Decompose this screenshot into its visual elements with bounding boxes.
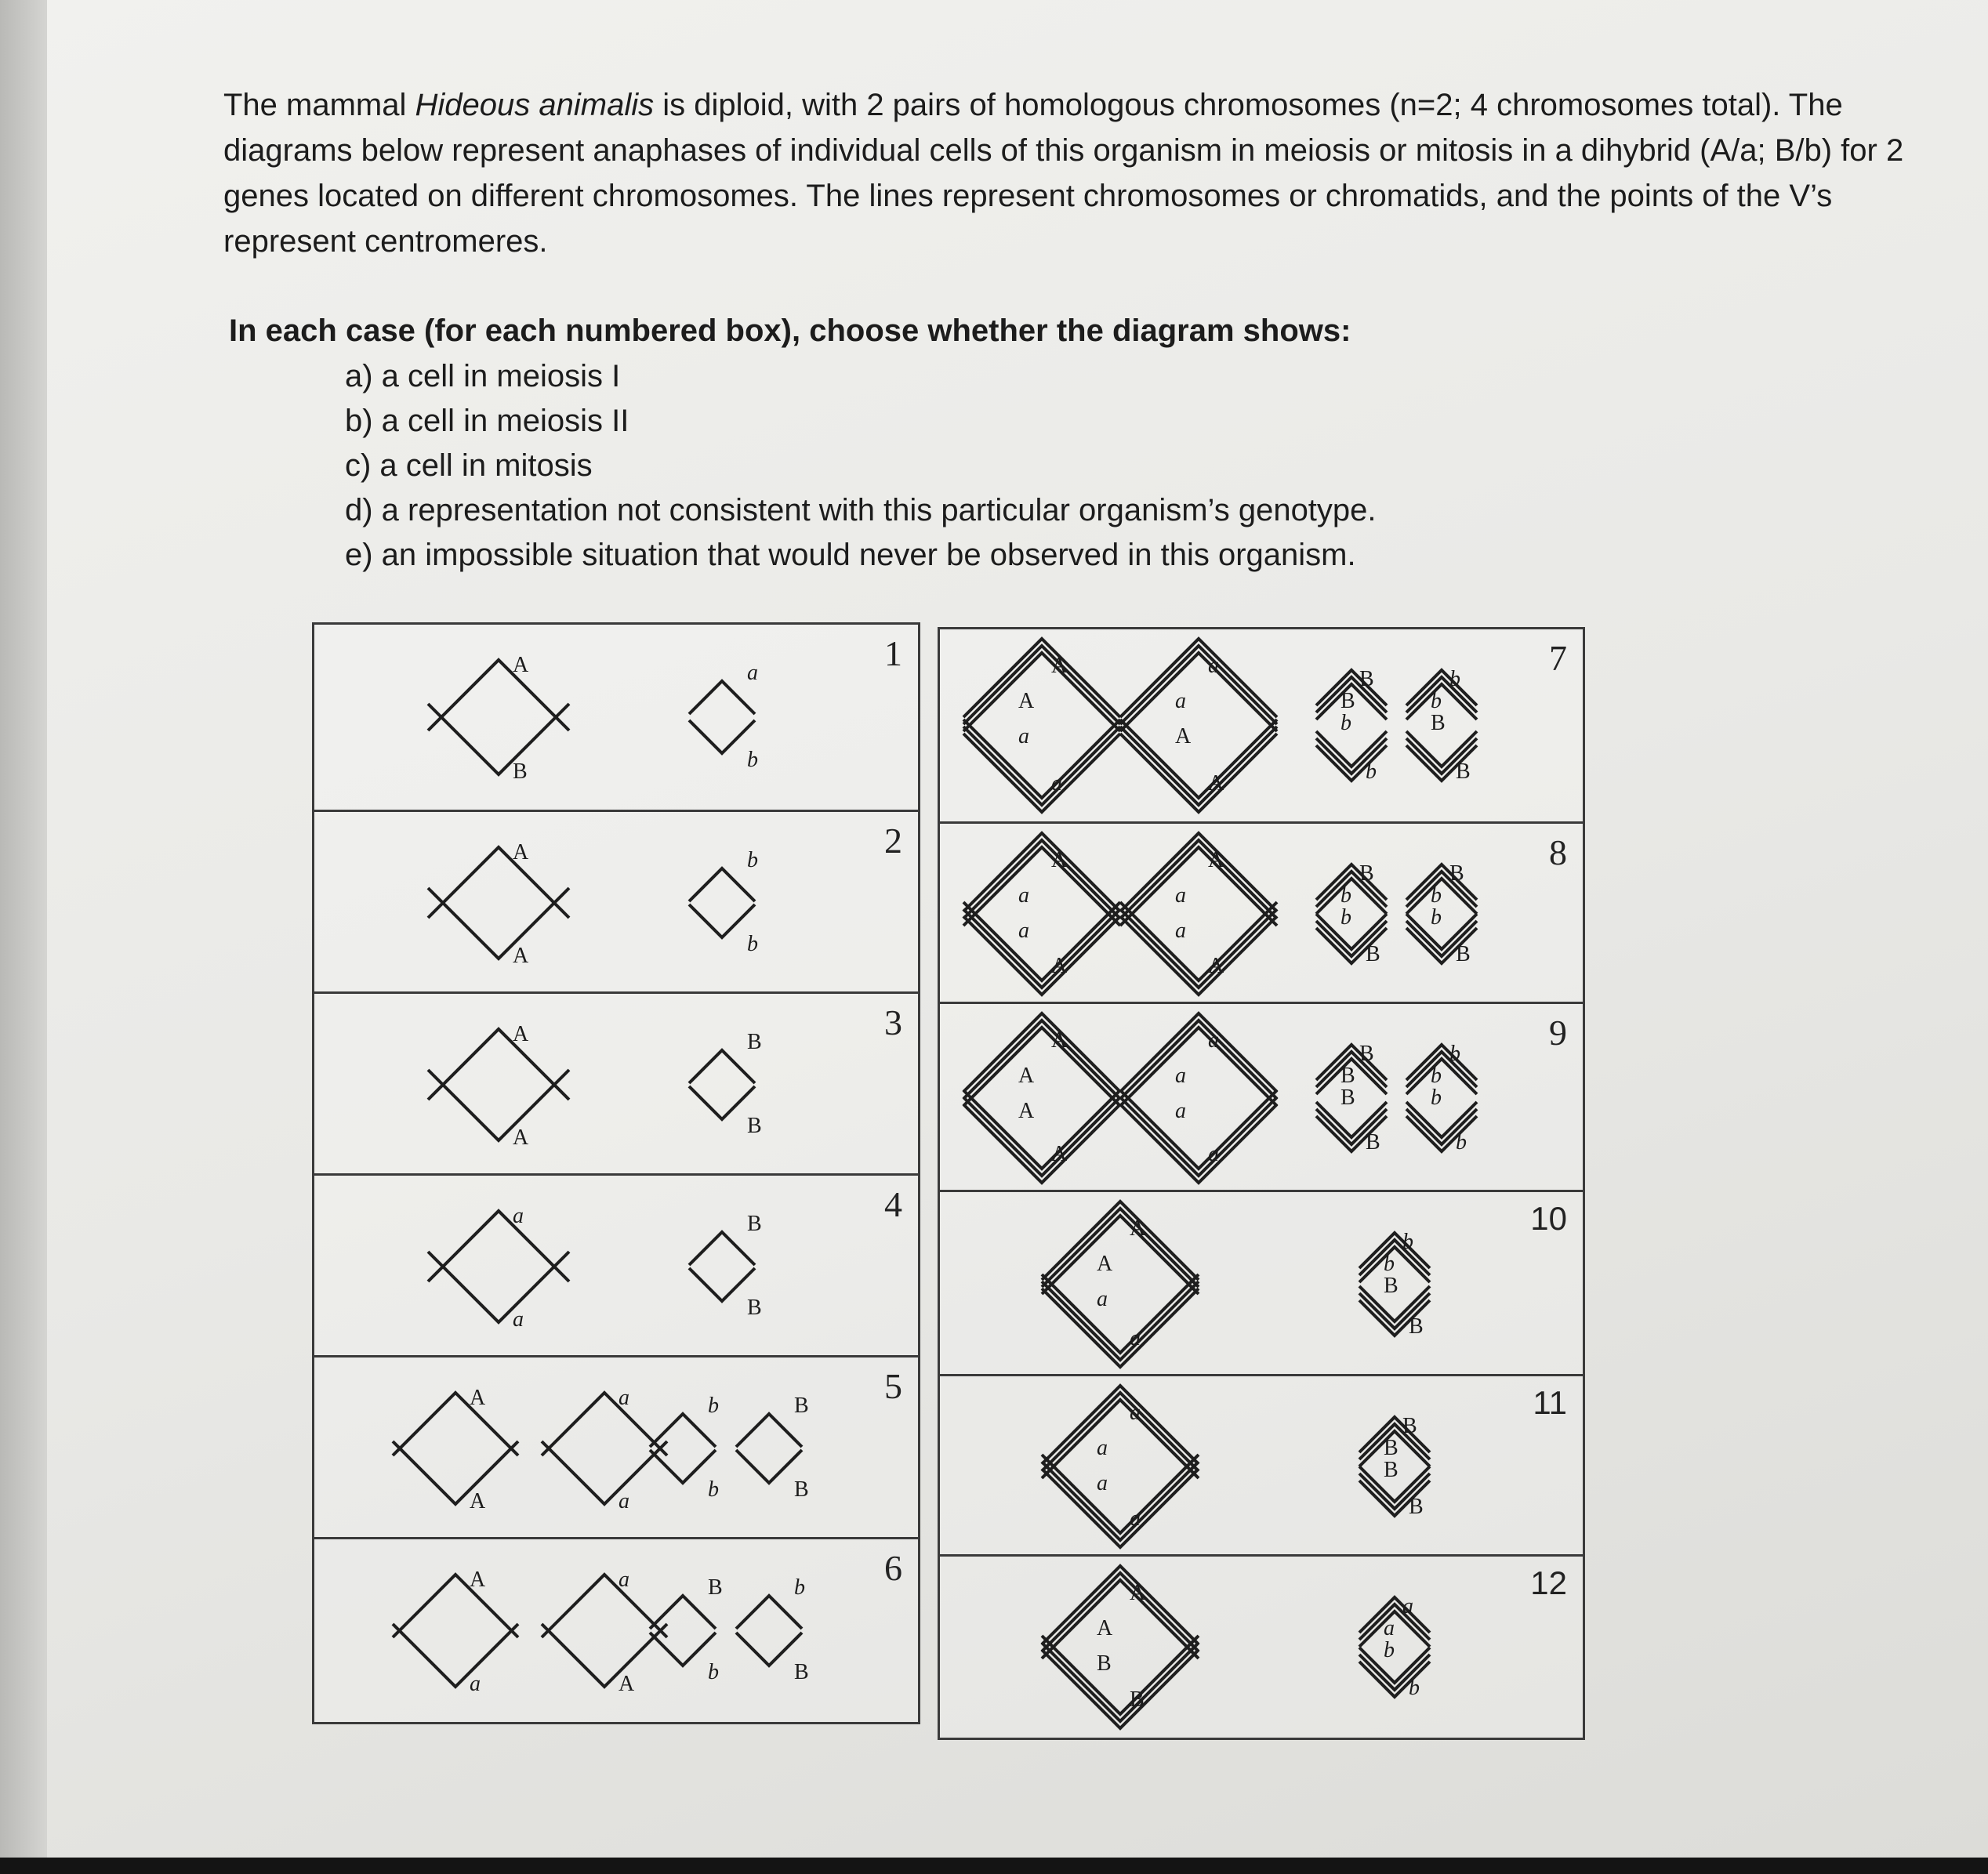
chromosome: [393, 1441, 518, 1504]
box-number: 11: [1533, 1384, 1567, 1421]
box-12: [940, 1554, 1583, 1735]
chromosome: [1406, 1045, 1477, 1094]
box-7: [940, 629, 1583, 821]
option-a: a) a cell in meiosis I: [345, 359, 621, 393]
right-diagram-table: [938, 627, 1585, 1740]
allele-label: A: [470, 1489, 486, 1513]
allele-label: a: [1097, 1287, 1108, 1311]
allele-label: a: [619, 1568, 629, 1592]
allele-label: B: [1384, 1274, 1398, 1298]
chromosome: [736, 1596, 802, 1629]
allele-label: a: [1175, 689, 1186, 713]
allele-label: B: [1366, 1130, 1380, 1154]
allele-label: A: [1175, 724, 1192, 749]
intro-paragraph: [223, 82, 1909, 264]
chromosome: [689, 720, 755, 753]
chromosome: [1359, 1597, 1430, 1647]
allele-label: a: [1018, 724, 1029, 749]
allele-label: b: [1431, 1086, 1442, 1110]
chromosome-diagram: [940, 824, 1583, 1004]
chromosome: [963, 720, 1120, 812]
intro-text-rest: is diploid, with 2 pairs of homologous chromosomes (n=2; 4 chromosomes total). The diagrams below represent anaphases of individual cells of this organism in meiosis or mitosis in a dihybrid (A/a; B/b) for 2 genes located on different chromosomes. The lines represent chromosomes or chromatids, and the points of the V’s represent centromeres.: [223, 88, 1904, 259]
allele-label: b: [1431, 689, 1442, 713]
allele-label: B: [1366, 942, 1380, 966]
chromosome: [542, 1441, 667, 1504]
allele-label: b: [1402, 1230, 1413, 1254]
allele-label: A: [1130, 1581, 1146, 1605]
allele-label: A: [619, 1672, 635, 1696]
chromosome: [689, 1268, 755, 1301]
chromosome: [1042, 1386, 1199, 1478]
box-number: 9: [1549, 1013, 1567, 1053]
allele-label: a: [1130, 1326, 1141, 1350]
allele-label: a: [1175, 1099, 1186, 1123]
chromosome: [1120, 639, 1277, 731]
chromosome-diagram: [314, 1539, 918, 1722]
box-number: 3: [884, 1002, 902, 1042]
box-8: [940, 821, 1583, 1002]
allele-label: B: [1097, 1651, 1112, 1676]
allele-label: b: [1456, 1130, 1467, 1154]
chromosome-diagram: [940, 1192, 1583, 1376]
allele-label: a: [1130, 1506, 1141, 1531]
allele-label: a: [513, 1307, 524, 1332]
chromosome: [1120, 1013, 1277, 1106]
allele-label: b: [1384, 1252, 1395, 1276]
chromosome: [650, 1450, 716, 1483]
box-5: [314, 1355, 918, 1537]
box-number: 10: [1530, 1200, 1567, 1237]
allele-label: b: [1449, 1042, 1460, 1066]
allele-label: B: [1384, 1436, 1398, 1460]
allele-label: a: [747, 661, 758, 685]
allele-label: a: [1130, 1401, 1141, 1425]
allele-label: B: [1409, 1314, 1424, 1339]
allele-label: a: [1175, 883, 1186, 908]
box-number: 8: [1549, 832, 1567, 872]
allele-label: A: [1051, 848, 1068, 872]
chromosome: [689, 1086, 755, 1119]
box-number: 12: [1530, 1564, 1567, 1601]
allele-label: b: [794, 1575, 805, 1600]
chromosome: [542, 1575, 667, 1637]
chromosome: [1042, 1566, 1199, 1658]
allele-label: B: [747, 1030, 762, 1054]
answer-options: [345, 354, 1377, 578]
allele-label: b: [747, 748, 758, 772]
allele-label: a: [1208, 1142, 1219, 1166]
allele-label: b: [747, 932, 758, 956]
allele-label: a: [619, 1489, 629, 1513]
allele-label: A: [1051, 654, 1068, 678]
chromosome: [542, 1393, 667, 1455]
chromosome: [1120, 1090, 1277, 1183]
allele-label: B: [747, 1114, 762, 1138]
box-number: 5: [884, 1366, 902, 1406]
chromosome-diagram: [314, 994, 918, 1176]
chromosome: [1120, 720, 1277, 812]
chromosome-diagram: [314, 1357, 918, 1539]
chromosome: [1120, 833, 1277, 926]
allele-label: B: [747, 1296, 762, 1320]
box-number: 1: [884, 633, 902, 673]
allele-label: a: [1018, 919, 1029, 943]
chromosome: [689, 1050, 755, 1083]
box-number: 6: [884, 1548, 902, 1588]
chromosome: [650, 1633, 716, 1666]
allele-label: A: [470, 1568, 486, 1592]
chromosome: [736, 1633, 802, 1666]
chromosome: [963, 1090, 1120, 1183]
allele-label: B: [1130, 1687, 1145, 1712]
chromosome: [393, 1624, 518, 1687]
chromosome: [542, 1624, 667, 1687]
allele-label: a: [619, 1386, 629, 1410]
allele-label: A: [513, 944, 529, 968]
question-prompt: In each case (for each numbered box), choose whether the diagram shows:: [229, 314, 1351, 348]
chromosome: [650, 1596, 716, 1629]
allele-label: A: [1208, 848, 1224, 872]
species-name: Hideous animalis: [415, 88, 655, 122]
box-6: [314, 1537, 918, 1720]
allele-label: A: [1018, 689, 1035, 713]
chromosome: [1042, 1202, 1199, 1294]
chromosome: [1042, 1274, 1199, 1367]
chromosome: [650, 1414, 716, 1447]
chromosome: [1316, 865, 1387, 914]
allele-label: b: [708, 1477, 719, 1502]
allele-label: b: [708, 1394, 719, 1418]
chromosome-diagram: [940, 1376, 1583, 1557]
allele-label: a: [1208, 1028, 1219, 1053]
allele-label: b: [1431, 1064, 1442, 1088]
allele-label: B: [513, 759, 528, 784]
allele-label: B: [1359, 667, 1374, 691]
option-d: d) a representation not consistent with this particular organism’s genotype.: [345, 493, 1377, 527]
allele-label: a: [1402, 1594, 1413, 1618]
allele-label: A: [1018, 1064, 1035, 1088]
chromosome: [1406, 865, 1477, 914]
allele-label: A: [513, 840, 529, 865]
allele-label: B: [747, 1212, 762, 1236]
allele-label: b: [747, 848, 758, 872]
option-c: c) a cell in mitosis: [345, 448, 593, 483]
allele-label: B: [708, 1575, 723, 1600]
allele-label: B: [1456, 759, 1471, 784]
chromosome: [428, 660, 569, 730]
allele-label: A: [513, 1125, 529, 1150]
allele-label: a: [1018, 883, 1029, 908]
allele-label: B: [1359, 861, 1374, 886]
chromosome: [963, 639, 1120, 731]
chromosome-diagram: [940, 1557, 1583, 1738]
allele-label: b: [1340, 711, 1351, 735]
allele-label: b: [1340, 883, 1351, 908]
allele-label: B: [1402, 1414, 1417, 1438]
allele-label: a: [1097, 1436, 1108, 1460]
chromosome: [689, 868, 755, 901]
chromosome: [1120, 902, 1277, 995]
allele-label: b: [1449, 667, 1460, 691]
box-4: [314, 1173, 918, 1355]
allele-label: a: [470, 1672, 481, 1696]
allele-label: A: [1051, 1142, 1068, 1166]
chromosome-diagram: [940, 1004, 1583, 1192]
allele-label: a: [1051, 771, 1062, 796]
chromosome: [1042, 1455, 1199, 1547]
allele-label: B: [1340, 689, 1355, 713]
allele-label: a: [1208, 654, 1219, 678]
chromosome: [393, 1393, 518, 1455]
option-e: e) an impossible situation that would never be observed in this organism.: [345, 538, 1356, 572]
box-10: [940, 1190, 1583, 1374]
box-11: [940, 1374, 1583, 1554]
allele-label: A: [1097, 1252, 1113, 1276]
left-diagram-table: [312, 622, 920, 1724]
chromosome: [428, 704, 569, 774]
box-number: 2: [884, 821, 902, 861]
chromosome: [963, 833, 1120, 926]
chromosome-diagram: [314, 812, 918, 994]
allele-label: B: [1340, 1086, 1355, 1110]
chromosome: [689, 681, 755, 714]
allele-label: A: [1051, 954, 1068, 978]
allele-label: B: [794, 1660, 809, 1684]
allele-label: A: [1018, 1099, 1035, 1123]
allele-label: B: [1384, 1458, 1398, 1482]
allele-label: A: [1097, 1616, 1113, 1640]
allele-label: B: [1340, 1064, 1355, 1088]
allele-label: A: [513, 653, 529, 677]
box-2: [314, 810, 918, 991]
allele-label: b: [708, 1660, 719, 1684]
desk-edge: [0, 1858, 1988, 1874]
chromosome: [736, 1450, 802, 1483]
allele-label: B: [1431, 711, 1446, 735]
allele-label: B: [1456, 942, 1471, 966]
allele-label: a: [513, 1204, 524, 1228]
chromosome-diagram: [940, 629, 1583, 821]
allele-label: A: [1208, 771, 1224, 796]
chromosome: [736, 1414, 802, 1447]
allele-label: B: [794, 1394, 809, 1418]
chromosome: [689, 1232, 755, 1265]
box-9: [940, 1002, 1583, 1190]
chromosome-diagram: [314, 1176, 918, 1357]
intro-text-start: The mammal: [223, 88, 415, 122]
allele-label: B: [1409, 1495, 1424, 1519]
box-number: 7: [1549, 638, 1567, 678]
option-b: b) a cell in meiosis II: [345, 404, 629, 438]
allele-label: A: [470, 1386, 486, 1410]
allele-label: B: [794, 1477, 809, 1502]
allele-label: A: [513, 1022, 529, 1046]
chromosome: [1042, 1636, 1199, 1728]
chromosome: [963, 1013, 1120, 1106]
box-3: [314, 991, 918, 1173]
allele-label: a: [1175, 919, 1186, 943]
allele-label: A: [1130, 1216, 1146, 1241]
allele-label: a: [1175, 1064, 1186, 1088]
allele-label: B: [1449, 861, 1464, 886]
box-number: 4: [884, 1184, 902, 1224]
chromosome: [393, 1575, 518, 1637]
allele-label: A: [1051, 1028, 1068, 1053]
allele-label: b: [1340, 905, 1351, 930]
allele-label: b: [1384, 1638, 1395, 1662]
allele-label: b: [1431, 883, 1442, 908]
chromosome-diagram: [314, 625, 918, 810]
allele-label: b: [1431, 905, 1442, 930]
allele-label: B: [1359, 1042, 1374, 1066]
chromosome: [963, 902, 1120, 995]
allele-label: A: [1208, 954, 1224, 978]
box-1: [314, 625, 918, 810]
allele-label: a: [1097, 1471, 1108, 1495]
allele-label: b: [1366, 759, 1377, 784]
allele-label: a: [1384, 1616, 1395, 1640]
allele-label: b: [1409, 1676, 1420, 1700]
chromosome: [689, 904, 755, 937]
